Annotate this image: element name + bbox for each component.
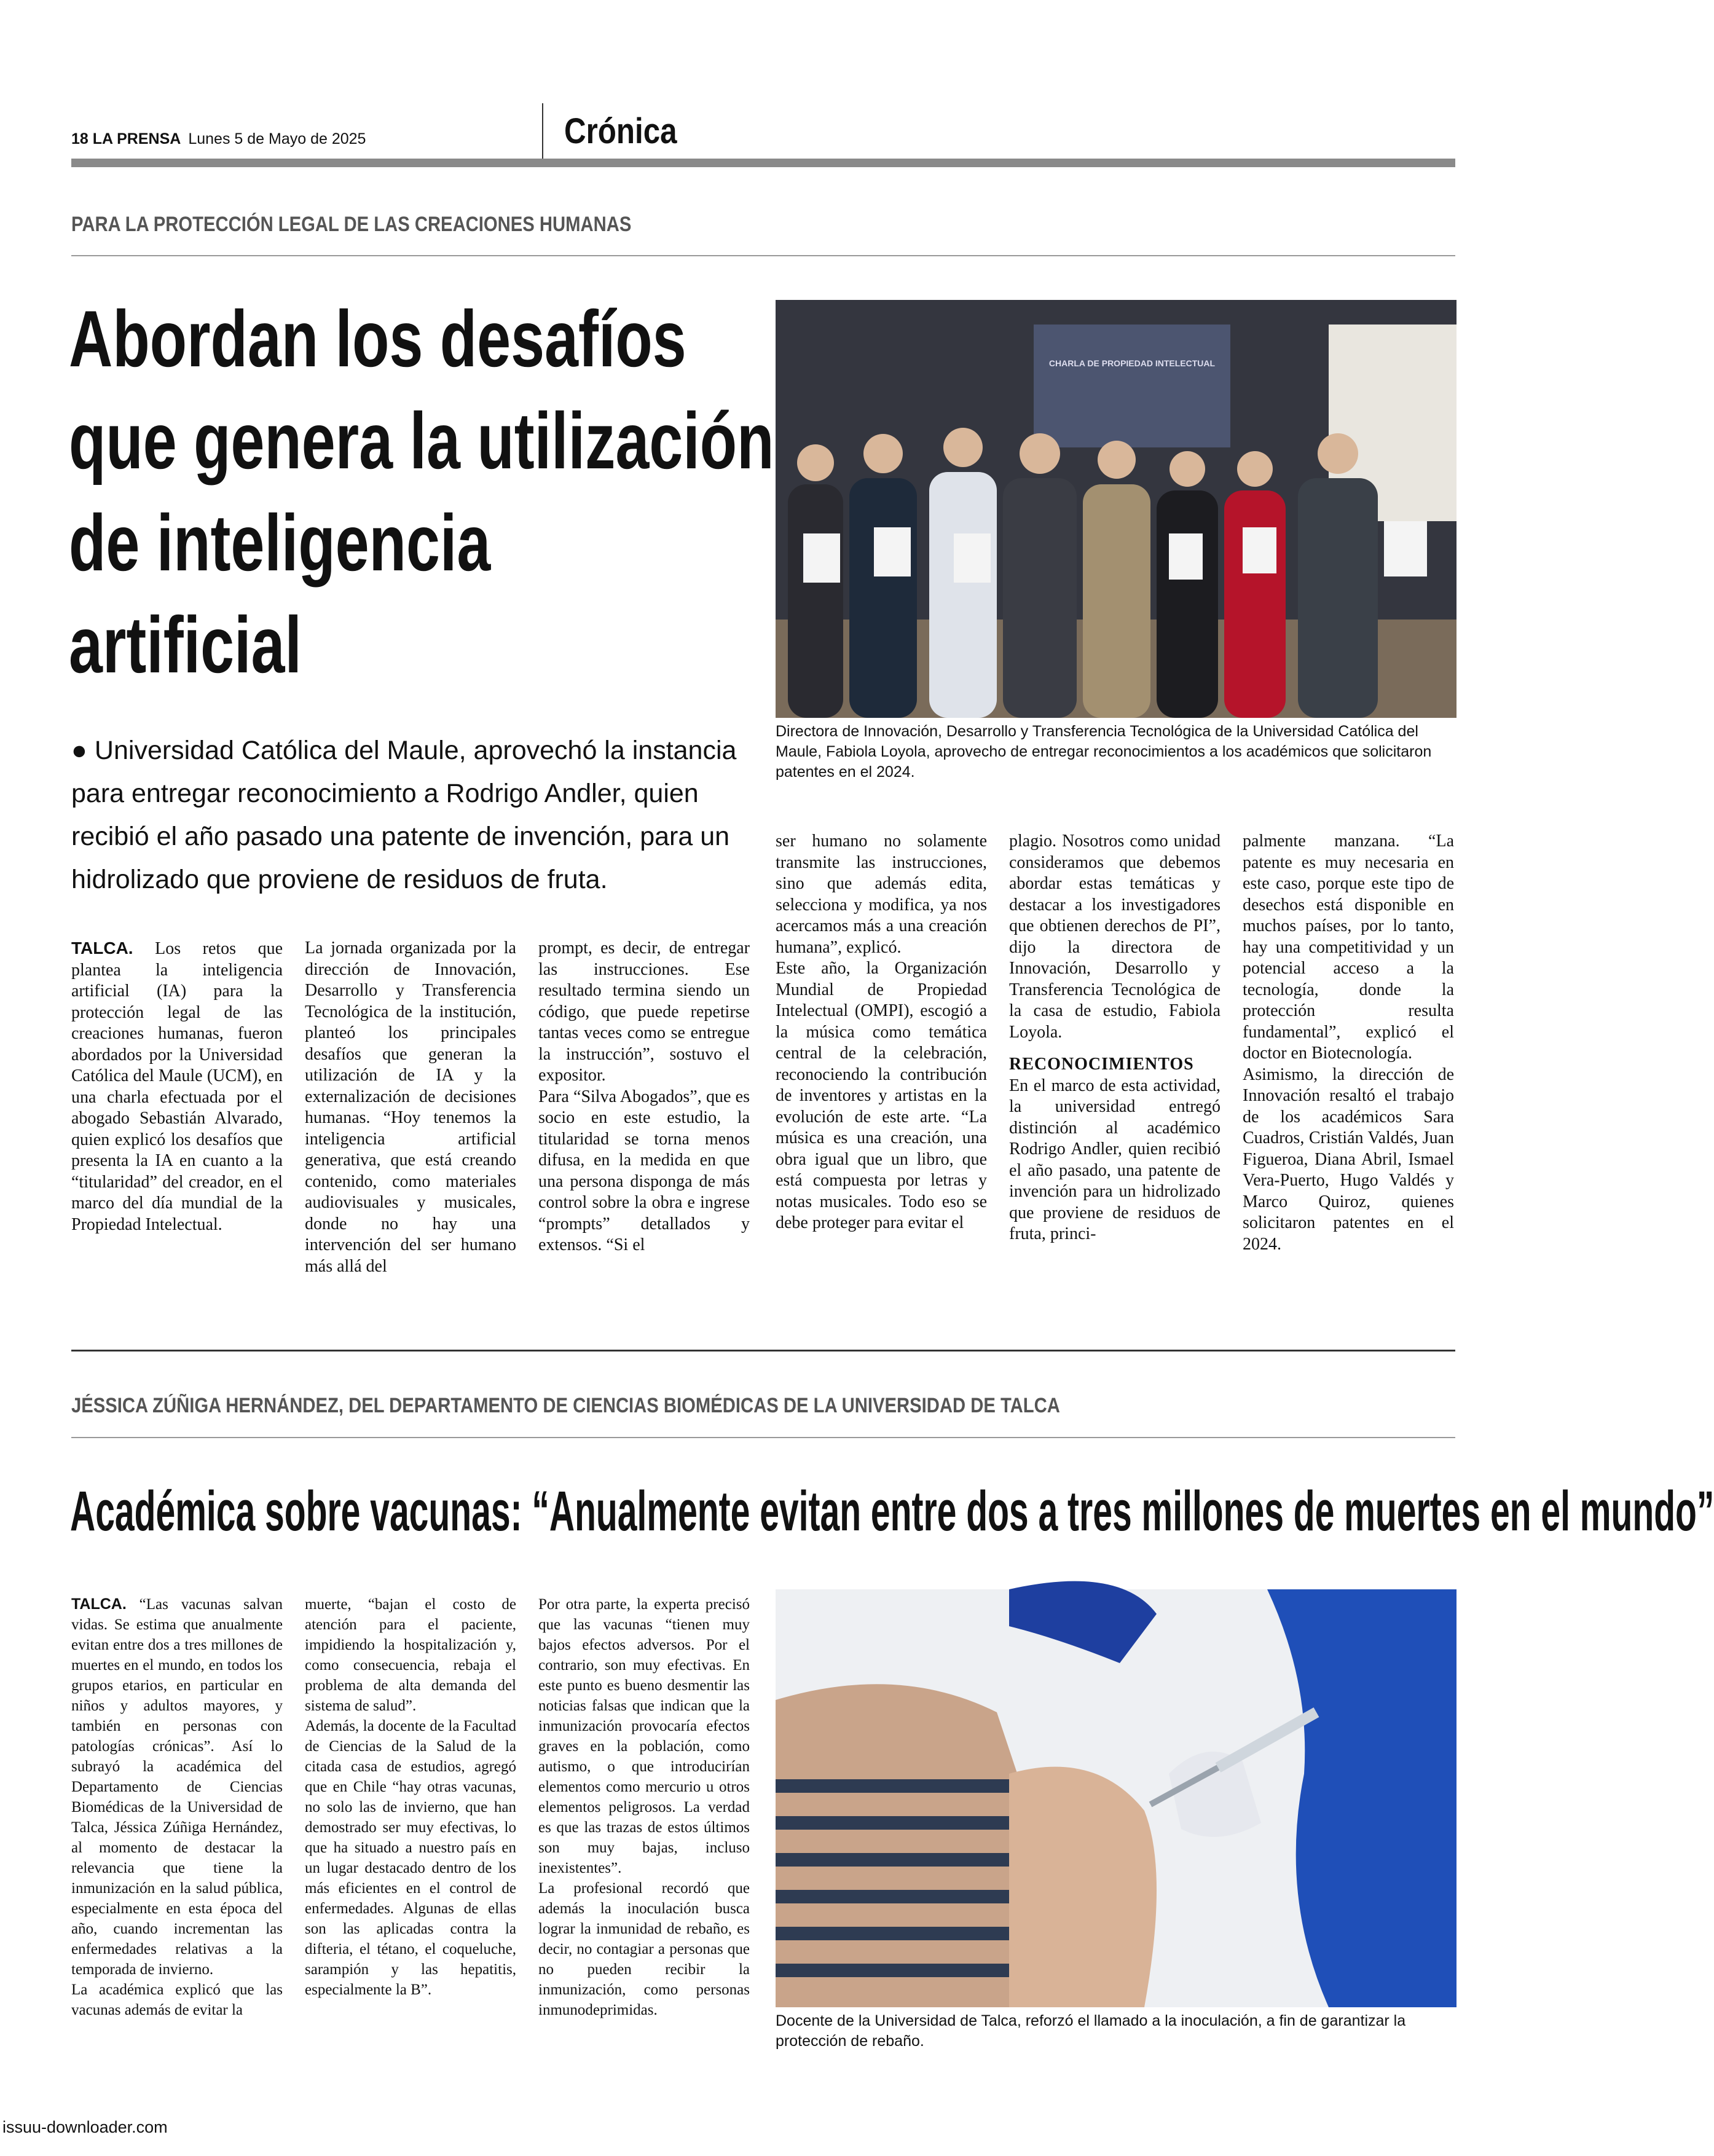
article2-column-1 [71,1594,283,2020]
article1-col5-text: plagio. Nosotros como unidad consideramos que debemos abordar estas temáticas y destacar a los investigadores que obtienen derechos de PI”, dijo la directora de Innovación, Desarrollo y Transferencia Tecnológica de la casa de estudio, Fabiola Loyola. [1009,832,1221,1042]
article1-photo-caption: Directora de Innovación, Desarrollo y Transferencia Tecnológica de la Universidad Católica del Maule, Fabiola Loyola, aprovecho de entregar reconocimientos a los académicos que solicitaron patentes en el 2024. [776,723,1432,781]
headline-line-4: artificial [69,600,302,690]
paper-name: LA PRENSA [92,130,181,148]
article1-kicker: PARA LA PROTECCIÓN LEGAL DE LAS CREACIONES HUMANAS [71,213,632,236]
headline-line-1: Abordan los desafíos [69,294,686,384]
header-bar [71,159,1455,167]
article2-dateline: TALCA. [71,1595,127,1613]
article2-column-2 [305,1594,516,2000]
page-header [71,130,366,148]
page-number: 18 [71,130,88,148]
article1-col1-text: Los retos que plantea la inteligencia artificial (IA) para la protección legal de las creaciones humanas, fueron abordados por la Universidad Católica del Maule (UCM), en una charla efectuada por el abogado Sebastián Alvarado, quien explicó los desafíos que presenta la IA en cuanto a la “titularidad” del creador, en el marco del día mundial de la Propiedad Intelectual. [71,939,283,1234]
article2-headline: Académica sobre vacunas: “Anualmente evitan entre dos a tres millones de muertes en el mundo” [70,1480,1714,1543]
header-divider [542,103,543,159]
watermark: issuu-downloader.com [2,2118,168,2136]
article1-col4b-text: Este año, la Organización Mundial de Propiedad Intelectual (OMPI), escogió a la música como temática central de la celebración, reconociendo la contribución de inventores y artistas en la evolución de este arte. “La música es una creación, una obra igual que un libro, que está compuesta por letras y notas musicales. Todo eso se debe proteger para evitar el [776,959,987,1232]
article1-column-1 [71,938,283,1235]
article1-summary [71,729,747,901]
article2-col2b-text: Además, la docente de la Facultad de Ciencias de la Salud de la citada casa de estudios, agregó que en Chile “hay otras vacunas, no solo las de invierno, que han demostrado ser muy efectivas, lo que ha situado a nuestro país en un lugar destacado dentro de los más eficientes en el control de enfermedades. Algunas de ellas son las aplicadas contra la difteria, el tétano, el coqueluche, sarampión y las hepatitis, especialmente la B”. [305,1718,516,1998]
article1-subhead: RECONOCIMIENTOS [1009,1055,1194,1074]
article2-top-rule [71,1437,1455,1438]
article1-column-3 [538,938,750,1256]
article1-column-2 [305,938,516,1277]
article2-column-3 [538,1594,750,2020]
article1-top-rule [71,255,1455,256]
headline-line-2: que genera la utilización [69,396,774,486]
article1-col5b-text: En el marco de esta actividad, la universidad entregó distinción al académico Rodrigo Andler, quien recibió el año pasado, una patente de invención para un hidrolizado que proviene de residuos de fruta, princi- [1009,1076,1221,1243]
article2-col1b-text: La académica explicó que las vacunas además de evitar la [71,1981,283,2018]
article1-column-4 [776,831,987,1234]
article1-col6-text: palmente manzana. “La patente es muy necesaria en este caso, porque este tipo de desechos está disponible en muchos países, por lo tanto, hay una competitividad y un potencial acceso a la tecnología, donde la protección resulta fundamental”, explicó el doctor en Biotecnología. [1243,832,1454,1063]
article2-photo-caption: Docente de la Universidad de Talca, reforzó el llamado a la inoculación, a fin de garantizar la protección de rebaño. [776,2012,1406,2050]
screen-text: CHARLA DE PROPIEDAD INTELECTUAL [1048,358,1216,368]
article2-col1-text: “Las vacunas salvan vidas. Se estima que anualmente evitan entre dos a tres millones de muertes en el mundo, en todos los grupos etarios, en particular en niños y adultos mayores, y también en personas con patologías crónicas”. Así lo subrayó la académica del Departamento de Ciencias Biomédicas de la Universidad de Talca, Jéssica Zúñiga Hernández, al momento de destacar la relevancia que tiene la inmunización en la salud pública, especialmente en esta época del año, cuando incrementan las enfermedades relativas a la temporada de invierno. [71,1596,283,1978]
article1-col4-text: ser humano no solamente transmite las instrucciones, sino que además edita, selecciona y modifica, ya nos acercamos más a una creación humana”, explicó. [776,832,987,957]
article1-column-5 [1009,831,1221,1245]
headline-line-3: de inteligencia [69,498,491,588]
article2-col2-text: muerte, “bajan el costo de atención para el paciente, impidiendo la hospitalización y, como consecuencia, rebaja el problema de alta demanda del sistema de salud”. [305,1596,516,1714]
article2-photo [776,1589,1457,2007]
article1-col6b-text: Asimismo, la dirección de Innovación resaltó el trabajo de los académicos Sara Cuadros, Cristián Valdés, Juan Figueroa, Diana Abril, Ismael Vera-Puerto, Hugo Valdés y Marco Quiroz, quienes solicitaron patentes en el 2024. [1243,1064,1454,1254]
article1-photo [776,300,1457,718]
summary-text: Universidad Católica del Maule, aprovechó la instancia para entregar reconocimiento a Rodrigo Andler, quien recibió el año pasado una patente de invención, para un hidrolizado que proviene de residuos de fruta. [71,736,737,894]
article1-dateline: TALCA. [71,938,133,958]
vaccine-photo-illustration [776,1589,1457,2007]
article1-column-6 [1243,831,1454,1255]
article-separator [71,1350,1455,1351]
issue-date: Lunes 5 de Mayo de 2025 [188,130,366,148]
article1-col3-text: prompt, es decir, de entregar las instrucciones. Ese resultado termina siendo un código, que puede repetirse tantas veces como se entregue la instrucción”, sostuvo el expositor. [538,938,750,1085]
article2-col3b-text: La profesional recordó que además la inoculación busca lograr la inmunidad de rebaño, es decir, no contagiar a personas que no pueden recibir la inmunización, como personas inmunodeprimidas. [538,1880,750,2018]
section-name: Crónica [564,111,677,151]
article1-col3b-text: Para “Silva Abogados”, que es socio en este estudio, la titularidad se torna menos difusa, en la medida en que una persona disponga de más control sobre la obra e ingrese “prompts” detallados y extensos. “Si el [538,1087,750,1254]
bullet-icon: ● [71,736,95,765]
article2-col3-text: Por otra parte, la experta precisó que las vacunas “tienen muy bajos efectos adversos. Por el contrario, son muy efectivas. En este punto es bueno desmentir las noticias falsas que indican que la inmunización provocaría efectos graves en la población, como autismo, o que introducirían elementos como mercurio u otros elementos peligrosos. La verdad es que las trazas de estos últimos son muy bajas, incluso inexistentes”. [538,1596,750,1876]
article1-col2-text: La jornada organizada por la dirección de Innovación, Desarrollo y Transferencia Tecnológica de la institución, planteó los principales desafíos que generan la utilización de IA y la externalización de decisiones humanas. “Hoy tenemos la inteligencia artificial generativa, que está creando contenido, como materiales audiovisuales y musicales, donde no hay una intervención del ser humano más allá del [305,938,516,1276]
article2-kicker: JÉSSICA ZÚÑIGA HERNÁNDEZ, DEL DEPARTAMENTO DE CIENCIAS BIOMÉDICAS DE LA UNIVERSIDAD DE TALCA [71,1394,1060,1417]
